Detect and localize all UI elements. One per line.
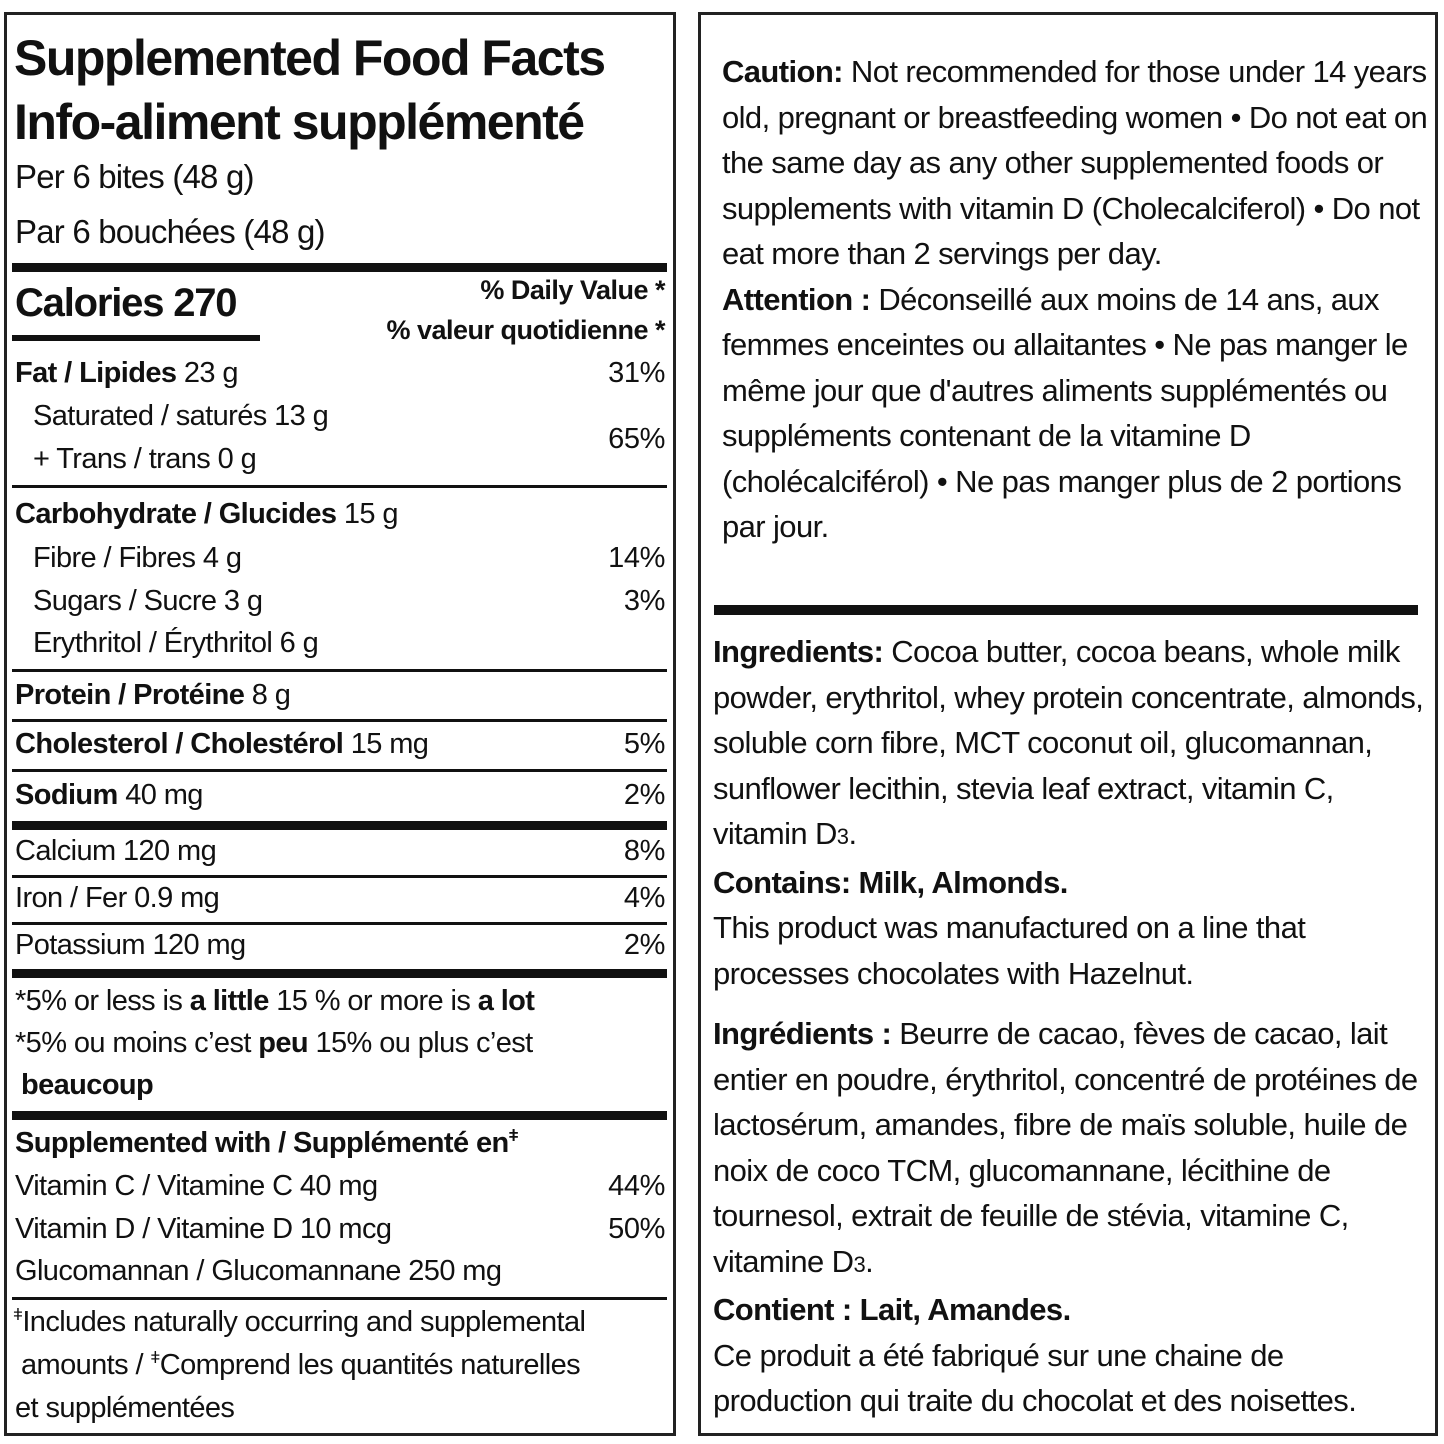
divider — [12, 922, 667, 925]
calories-value: 270 — [173, 281, 237, 325]
cholesterol-dv: 5% — [623, 728, 665, 760]
carb-label: Carbohydrate / Glucides — [15, 498, 337, 530]
divider — [12, 1297, 667, 1300]
caution-block — [722, 49, 1430, 550]
carb-amount: 15 g — [343, 498, 398, 530]
sodium-amount: 40 mg — [125, 779, 203, 811]
potassium-row: Potassium 120 mg — [15, 929, 246, 961]
serving-size-fr: Par 6 bouchées (48 g) — [15, 213, 325, 250]
dagger-note-line2: amounts / $^ǂ$Comprend les quantités naturelles — [21, 1348, 581, 1381]
iron-row: Iron / Fer 0.9 mg — [15, 882, 220, 914]
thick-divider — [12, 969, 667, 978]
nutrition-facts-panel — [4, 12, 676, 1436]
manufacturing-note-en: This product was manufactured on a line that processes chocolates with Hazelnut. — [713, 910, 1306, 991]
iron-dv: 4% — [623, 882, 665, 914]
glucomannan-row: Glucomannan / Glucomannane 250 mg — [15, 1255, 502, 1287]
ingredients-en-text: Cocoa butter, cocoa beans, whole milk powder, erythritol, whey protein concentrate, almonds, soluble corn fibre, MCT coconut oil, glucomannan, sunflower lecithin, stevia leaf extract, vitamin C, vitamin D — [713, 634, 1424, 851]
supplemented-header: Supplemented with / Supplémenté $en^ǂ$ — [15, 1126, 518, 1159]
ingredients-fr-text: Beurre de cacao, fèves de cacao, lait entier en poudre, érythritol, concentré de protéines de lactosérum, amandes, fibre de maïs soluble, huile de noix de coco TCM, glucomannane, lécithine de tournesol, extrait de feuille de stévia, vitamine C, vitamine D — [713, 1016, 1418, 1279]
daily-value-footnote-fr-end: beaucoup — [21, 1069, 154, 1101]
caution-label: Caution: — [722, 54, 843, 89]
sugars-row: Sugars / Sucre 3 g — [33, 585, 263, 617]
attention-label: Attention : — [722, 281, 871, 317]
daily-value-header-en: % Daily Value * — [480, 275, 665, 305]
calories-underline — [12, 335, 260, 341]
sodium-label: Sodium — [15, 779, 118, 811]
thick-divider — [714, 605, 1418, 615]
label-text-panel — [698, 12, 1438, 1436]
dagger-note-line1: $^ǂ$Includes naturally occurring and supplemental — [13, 1305, 586, 1338]
divider — [12, 875, 667, 878]
vitamin-c-row: Vitamin C / Vitamine C 40 mg — [15, 1170, 378, 1202]
erythritol-row: Erythritol / Érythritol 6 g — [33, 627, 319, 659]
facts-title-fr: Info-aliment supplémenté — [14, 94, 584, 150]
sat-trans-dv: 65% — [608, 423, 665, 455]
vitamin-d-row: Vitamin D / Vitamine D 10 mcg — [15, 1213, 392, 1245]
carbohydrate-row — [15, 498, 398, 531]
vitamin-c-dv: 44% — [608, 1170, 665, 1202]
cholesterol-row — [15, 728, 428, 761]
protein-amount: 8 g — [251, 679, 291, 711]
protein-label: Protein / Protéine — [15, 679, 245, 711]
ingredients-fr-block: Ingrédients : Beurre de cacao, fèves de cacao, lait entier en poudre, érythritol, concentré de protéines de lactosérum, amandes, fibre de maïs soluble, huile de noix de coco TCM, glucomannane, lécithine de tournesol, extrait de feuille de stévia, vitamine C, vitamine D3. Contient : Lait, Amandes. Ce produit a été fabriqué sur une chaine de production qui traite du chocolat et des noisettes. — [713, 1016, 1418, 1418]
contains-fr: Contient : Lait, Amandes. — [713, 1292, 1071, 1327]
potassium-dv: 2% — [623, 929, 665, 961]
facts-title-en: Supplemented Food Facts — [14, 30, 605, 86]
attention-text: Déconseillé aux moins de 14 ans, aux femmes enceintes ou allaitantes • Ne pas manger le même jour que d'autres aliments supplémentés ou suppléments contenant de la vitamine D (cholécalciférol) • Ne pas manger plus de 2 portions par jour. — [722, 281, 1408, 544]
sodium-dv: 2% — [623, 779, 665, 811]
calories-label: Calories — [15, 281, 164, 325]
manufacturing-note-fr: Ce produit a été fabriqué sur une chaine de production qui traite du chocolat et des noisettes. — [713, 1337, 1357, 1418]
thick-divider — [12, 1111, 667, 1120]
calcium-dv: 8% — [623, 835, 665, 867]
fat-row — [15, 357, 238, 390]
divider — [12, 769, 667, 772]
daily-value-header-fr: % valeur quotidienne * — [386, 315, 665, 345]
caution-text: Not recommended for those under 14 years old, pregnant or breastfeeding women • Do not eat on the same day as any other supplemented foods or supplements with vitamin D (Cholecalciferol) • Do not eat more than 2 servings per day. — [722, 54, 1428, 271]
contains-en: Contains: Milk, Almonds. — [713, 864, 1068, 900]
daily-value-footnote-en: *5% or less is a little 15 % or more is a lot — [15, 985, 535, 1017]
ingredients-fr-label: Ingrédients : — [713, 1016, 892, 1051]
divider — [12, 719, 667, 722]
daily-value-footnote-fr: *5% ou moins c’est peu 15% ou plus c’est — [15, 1027, 533, 1059]
ingredients-en-block: Ingredients: Cocoa butter, cocoa beans, whole milk powder, erythritol, whey protein concentrate, almonds, soluble corn fibre, MCT coconut oil, glucomannan, sunflower lecithin, stevia leaf extract, vitamin C, vitamin D3. Contains: Milk, Almonds. This product was manufactured on a line that processes chocolates with Hazelnut. — [713, 634, 1424, 991]
fibre-dv: 14% — [608, 542, 665, 574]
cholesterol-amount: 15 mg — [350, 728, 429, 760]
divider — [12, 485, 667, 488]
calories-row — [15, 281, 236, 326]
sugars-dv: 3% — [623, 585, 665, 617]
fibre-row: Fibre / Fibres 4 g — [33, 542, 242, 574]
divider — [12, 669, 667, 672]
protein-row — [15, 679, 290, 712]
fat-dv: 31% — [608, 357, 665, 389]
vitamin-d-dv: 50% — [608, 1213, 665, 1245]
thick-divider — [12, 263, 667, 272]
ingredients-en-label: Ingredients: — [713, 634, 884, 669]
cholesterol-label: Cholesterol / Cholestérol — [15, 728, 344, 760]
fat-amount: 23 g — [183, 357, 238, 389]
thick-divider — [12, 821, 667, 830]
fat-label: Fat / Lipides — [15, 357, 177, 389]
calcium-row: Calcium 120 mg — [15, 835, 217, 867]
sodium-row — [15, 779, 203, 812]
serving-size-en: Per 6 bites (48 g) — [15, 158, 254, 195]
saturated-row: Saturated / saturés 13 g — [33, 400, 329, 432]
trans-row: + Trans / trans 0 g — [33, 443, 257, 475]
dagger-note-line3: et supplémentées — [15, 1392, 235, 1424]
